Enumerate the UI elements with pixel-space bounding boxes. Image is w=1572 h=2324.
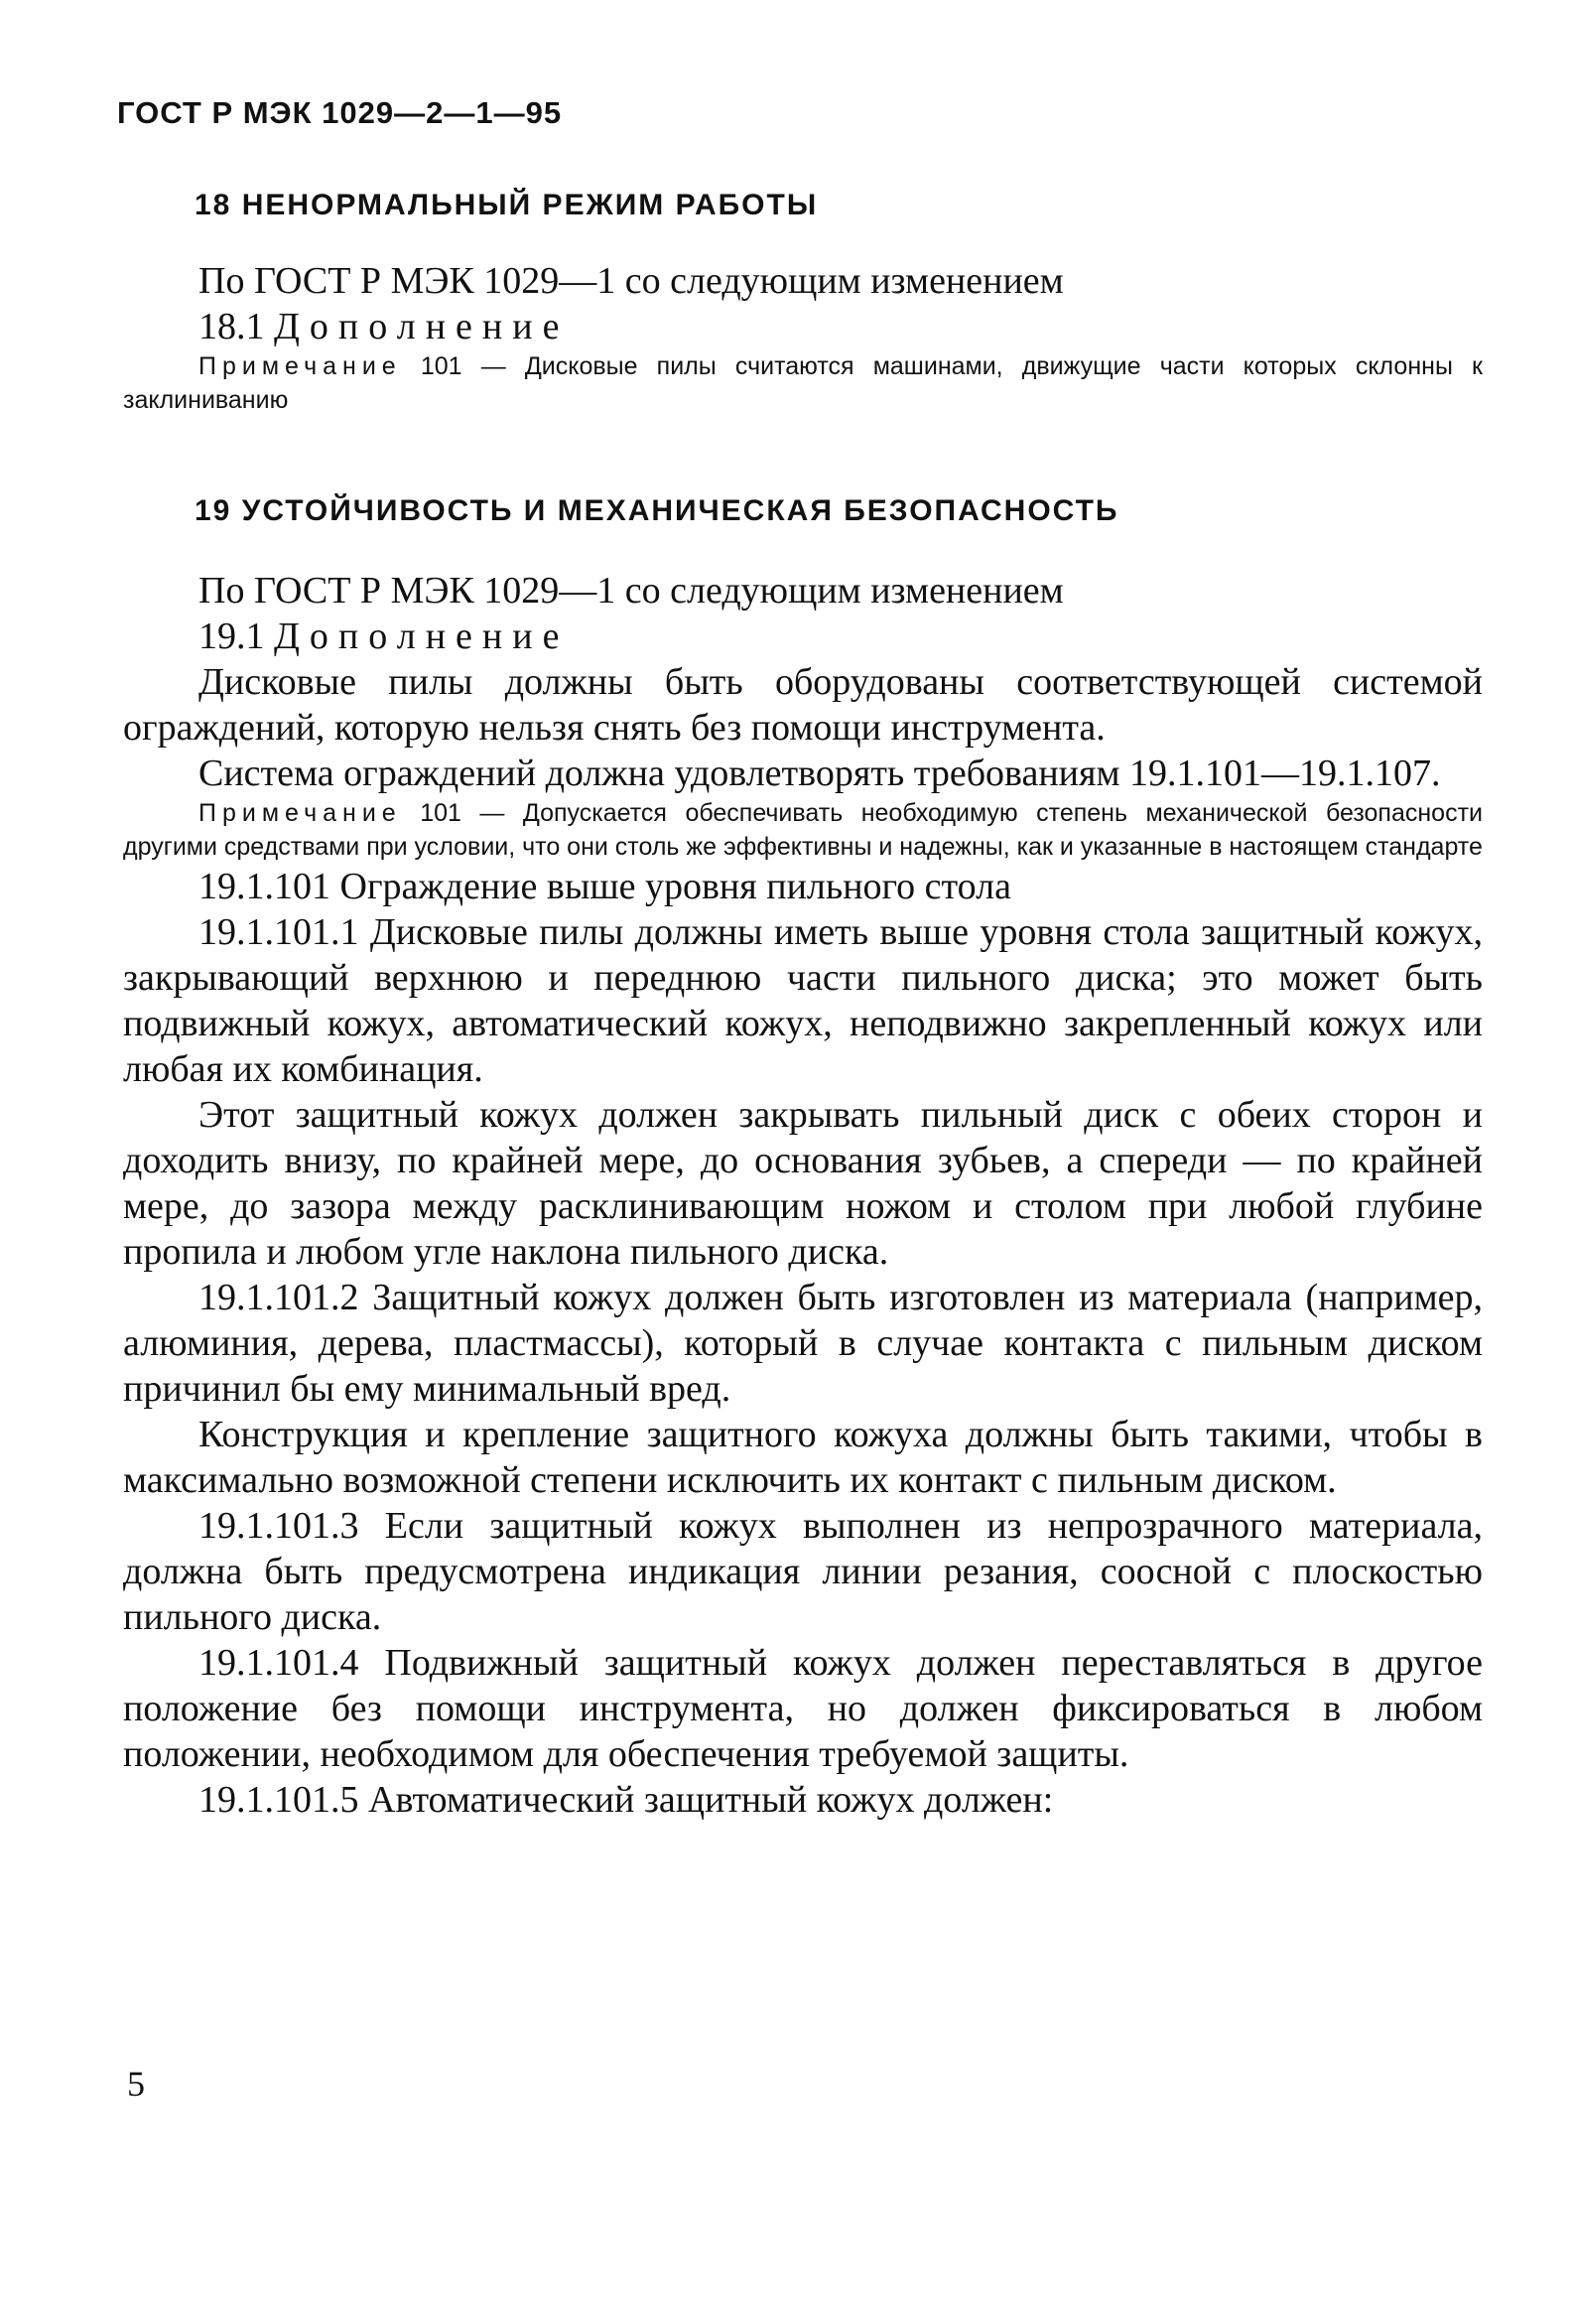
clause-19-1-101-4: 19.1.101.4 Подвижный защитный кожух должен переставляться в другое положение без помощи инструмента, но должен фиксироваться в любом положении, необходимом для обеспечения требуемой защиты. (123, 1642, 1483, 1775)
clause-19-1-101-3: 19.1.101.3 Если защитный кожух выполнен из непрозрачного материала, должна быть предусмотрена индикация линии резания, соосной с плоскостью пильного диска. (123, 1505, 1483, 1638)
section-19-addition (123, 614, 1483, 659)
paragraph: Система ограждений должна удовлетворять требованиям 19.1.101—19.1.107. (198, 752, 1441, 794)
section-19-heading: 19 УСТОЙЧИВОСТЬ И МЕХАНИЧЕСКАЯ БЕЗОПАСНОСТЬ (195, 494, 1119, 527)
page-content (123, 189, 1483, 1823)
clause-19-1-101-2-continued: Конструкция и крепление защитного кожуха должны быть такими, чтобы в максимально возможной степени исключить их контакт с пильным диском. (123, 1414, 1483, 1501)
section-18-note (123, 349, 1483, 417)
note-text: 101 — Дисковые пилы считаются машинами, движущие части которых склонны к заклиниванию (123, 352, 1483, 414)
section-18-addition (123, 304, 1483, 349)
addition-number: 19.1 (198, 615, 265, 657)
addition-label: Дополнение (274, 306, 570, 347)
clause-19-1-101-2: 19.1.101.2 Защитный кожух должен быть изготовлен из материала (например, алюминия, дерева, пластмассы), который в случае контакта с пильным диском причинил бы ему минимальный вред. (123, 1277, 1483, 1410)
running-header: ГОСТ Р МЭК 1029—2—1—95 (117, 95, 563, 130)
section-18-lead: По ГОСТ Р МЭК 1029—1 со следующим изменением (198, 260, 1064, 302)
section-19-lead: По ГОСТ Р МЭК 1029—1 со следующим изменением (198, 570, 1064, 612)
section-18-heading: 18 НЕНОРМАЛЬНЫЙ РЕЖИМ РАБОТЫ (195, 189, 819, 221)
page-number: 5 (127, 2064, 145, 2104)
section-19-note (123, 796, 1483, 864)
note-label: Примечание (198, 352, 402, 380)
addition-label: Дополнение (274, 615, 570, 657)
clause-19-1-101: 19.1.101 Ограждение выше уровня пильного стола (198, 866, 1011, 907)
note-label: Примечание (198, 799, 402, 827)
clause-19-1-101-1-continued: Этот защитный кожух должен закрывать пильный диск с обеих сторон и доходить внизу, по крайней мере, до основания зубьев, а спереди — по крайней мере, до зазора между расклинивающим ножом и столом при любой глубине пропила и любом угле наклона пильного диска. (123, 1094, 1483, 1273)
clause-19-1-101-5: 19.1.101.5 Автоматический защитный кожух должен: (198, 1779, 1054, 1821)
note-text: 101 — Допускается обеспечивать необходимую степень механической безопасности другими средствами при условии, что они столь же эффективны и надежны, как и указанные в настоящем стандарте (123, 799, 1483, 861)
addition-number: 18.1 (198, 306, 265, 347)
clause-19-1-101-1: 19.1.101.1 Дисковые пилы должны иметь выше уровня стола защитный кожух, закрывающий верхнюю и переднюю части пильного диска; это может быть подвижный кожух, автоматический кожух, неподвижно закрепленный кожух или любая их комбинация. (123, 911, 1483, 1090)
paragraph: Дисковые пилы должны быть оборудованы соответствующей системой ограждений, которую нельзя снять без помощи инструмента. (123, 661, 1483, 749)
